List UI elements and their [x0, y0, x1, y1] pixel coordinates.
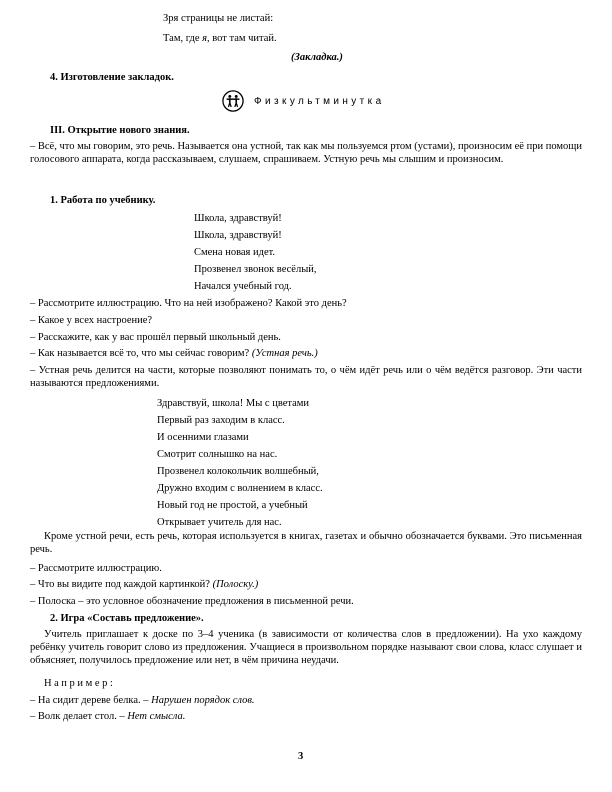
poem-top-line-2-end: , вот там читай. [207, 33, 277, 44]
question-6-text: – Что вы видите под каждой картинкой? [30, 579, 213, 590]
example-1-text: – На сидит дереве белка. – [30, 695, 152, 706]
poem-2 [194, 210, 317, 295]
section-3-heading: III. Открытие нового знания. [50, 125, 190, 136]
paragraph-written-speech: Кроме устной речи, есть речь, которая используется в книгах, газетах и обычно обозначается буквами. Это письменная речь. [30, 531, 582, 555]
poem-2-line: Начался учебный год. [194, 281, 292, 292]
poem-3-line: Прозвенел колокольчик волшебный, [157, 466, 319, 477]
paragraph-game-rules: Учитель приглашает к доске по 3–4 ученика (в зависимости от количества слов в предложении). На ухо каждому ребёнку учитель говорит слово из предложения. Учащиеся в произвольном порядке называют свои слова, класс слушает и объясняет, получилось предложение или нет, в чём причина неудачи. [30, 629, 582, 666]
poem-top-line-2 [163, 32, 277, 45]
example-1 [30, 694, 255, 707]
poem-3-line: Смотрит солнышко на нас. [157, 449, 278, 460]
question-6-answer: (Полоску.) [212, 579, 259, 590]
question-3: – Расскажите, как у вас прошёл первый школьный день. [30, 332, 281, 343]
question-4-answer: (Устная речь.) [251, 348, 318, 359]
poem-top-source: (Закладка.) [291, 52, 343, 63]
exercising-people-icon [222, 90, 244, 112]
example-2-answer: Нет смысла. [127, 711, 186, 722]
section-4-heading: 4. Изготовление закладок. [50, 72, 174, 83]
poem-2-line: Прозвенел звонок весёлый, [194, 264, 317, 275]
question-4 [30, 347, 318, 360]
poem-3-line: Дружно входим с волнением в класс. [157, 483, 323, 494]
fizkultminutka-block [222, 89, 385, 113]
example-label: Например: [44, 678, 116, 689]
fizkultminutka-label: Физкультминутка [254, 95, 385, 107]
subsection-2-heading: 2. Игра «Составь предложение». [50, 613, 204, 624]
poem-3-line: Открывает учитель для нас. [157, 517, 282, 528]
poem-2-line: Смена новая идет. [194, 247, 276, 258]
poem-top-line-1: Зря страницы не листай: [163, 13, 274, 24]
question-1: – Рассмотрите иллюстрацию. Что на ней изображено? Какой это день? [30, 298, 347, 309]
poem-3-line: Здравствуй, школа! Мы с цветами [157, 398, 310, 409]
example-1-answer: Нарушен порядок слов. [151, 695, 255, 706]
poem-2-line: Школа, здравствуй! [194, 230, 282, 241]
statement-7: – Полоска – это условное обозначение предложения в письменной речи. [30, 596, 354, 607]
page-number: 3 [298, 751, 304, 762]
example-2 [30, 710, 185, 723]
poem-3-line: Новый год не простой, а учебный [157, 500, 308, 511]
poem-3-line: И осенними глазами [157, 432, 249, 443]
question-5: – Рассмотрите иллюстрацию. [30, 563, 162, 574]
example-2-text: – Волк делает стол. – [30, 711, 128, 722]
poem-3-line: Первый раз заходим в класс. [157, 415, 285, 426]
poem-3 [157, 395, 323, 531]
poem-top-line-2-emph: я [202, 33, 208, 44]
question-6 [30, 578, 258, 591]
paragraph-oral-speech: – Всё, что мы говорим, это речь. Называется она устной, так как мы пользуемся ртом (устами), произносим её при помощи голосового аппарата, когда рассказываем, слушаем, спрашиваем. Устную речь мы слышим и произносим. [30, 141, 582, 165]
poem-top-line-2-start: Там, где [163, 33, 203, 44]
poem-2-line: Школа, здравствуй! [194, 213, 282, 224]
question-2: – Какое у всех настроение? [30, 315, 153, 326]
paragraph-sentences: – Устная речь делится на части, которые позволяют понимать то, о чём идёт речь или о чём ведётся разговор. Эти части называются предложениями. [30, 365, 582, 389]
question-4-text: – Как называется всё то, что мы сейчас говорим? [30, 348, 252, 359]
subsection-1-heading: 1. Работа по учебнику. [50, 195, 156, 206]
